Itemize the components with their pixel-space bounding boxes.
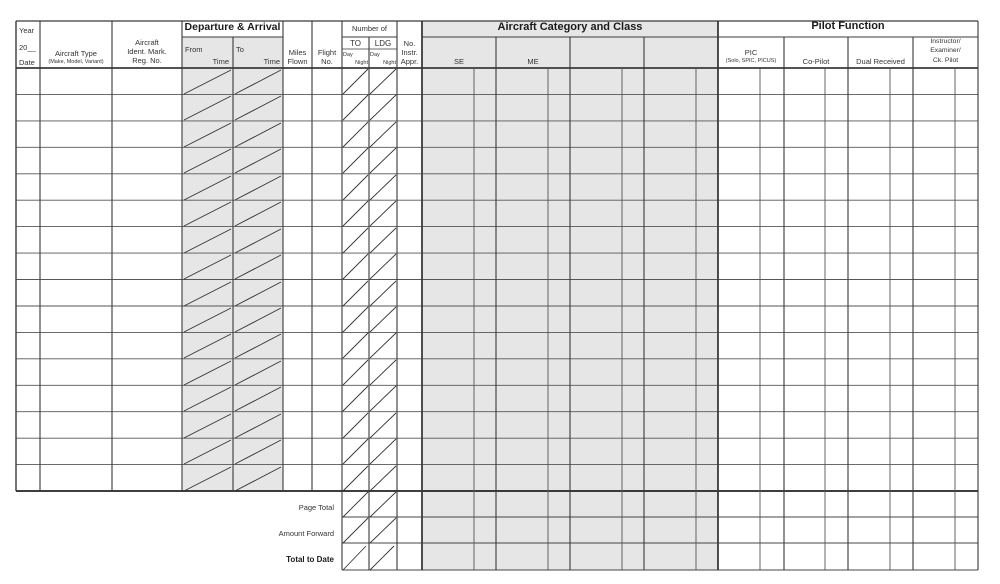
departure-arrival-title: Departure & Arrival xyxy=(184,21,281,33)
ldg-count-label: LDG xyxy=(374,39,392,48)
from-label: From xyxy=(185,45,203,54)
aircraft-type-sub: (Make, Model, Variant) xyxy=(48,59,104,65)
aircraft-ident-line1: Aircraft xyxy=(135,38,159,47)
copilot-label: Co-Pilot xyxy=(802,57,830,66)
flight-no-line1: Flight xyxy=(317,48,337,57)
to-label: To xyxy=(236,45,244,54)
to-day-label: Day xyxy=(343,52,353,58)
to-time-label: Time xyxy=(263,57,280,66)
total-to-date-row[interactable] xyxy=(342,543,978,570)
pic-label: PIC xyxy=(744,48,758,57)
aircraft-category-title: Aircraft Category and Class xyxy=(497,21,643,33)
ldg-day-label: Day xyxy=(370,52,380,58)
total-to-date-label: Total to Date xyxy=(286,555,334,564)
instr-appr-line2: Instr. xyxy=(401,48,418,57)
aircraft-ident-line2: Ident. Mark. xyxy=(127,47,167,56)
to-count-label: TO xyxy=(350,39,361,48)
amount-forward-row[interactable] xyxy=(342,517,978,543)
instr-appr-line1: No. xyxy=(403,39,416,48)
category-col-se: SE xyxy=(453,57,464,66)
year-label: Year xyxy=(19,26,35,35)
logbook-entry-area[interactable] xyxy=(16,68,978,491)
amount-forward-label: Amount Forward xyxy=(278,529,334,538)
instructor-line3: Ck. Pilot xyxy=(932,57,959,64)
aircraft-type-label: Aircraft Type xyxy=(55,49,97,58)
miles-flown-line2: Flown xyxy=(287,57,308,66)
pilot-function-title: Pilot Function xyxy=(811,20,885,32)
ldg-night-label: Night xyxy=(383,60,396,66)
aircraft-ident-line3: Reg. No. xyxy=(132,56,162,65)
dual-received-label: Dual Received xyxy=(856,57,905,66)
pic-sub-label: (Solo, SPIC, PICUS) xyxy=(725,58,777,64)
page-total-row[interactable] xyxy=(342,491,978,517)
date-label: Date xyxy=(19,58,35,67)
number-of-title: Number of xyxy=(351,24,387,33)
to-night-label: Night xyxy=(355,60,368,66)
page-total-label: Page Total xyxy=(298,503,334,512)
miles-flown-line1: Miles xyxy=(288,48,307,57)
instructor-line1: Instructor/ xyxy=(930,38,961,45)
year-value[interactable]: 20__ xyxy=(19,43,36,52)
instr-appr-line3: Appr. xyxy=(400,57,419,66)
instructor-line2: Examiner/ xyxy=(930,47,961,54)
category-col-me: ME xyxy=(527,57,539,66)
from-time-label: Time xyxy=(212,57,229,66)
flight-no-line2: No. xyxy=(321,57,333,66)
